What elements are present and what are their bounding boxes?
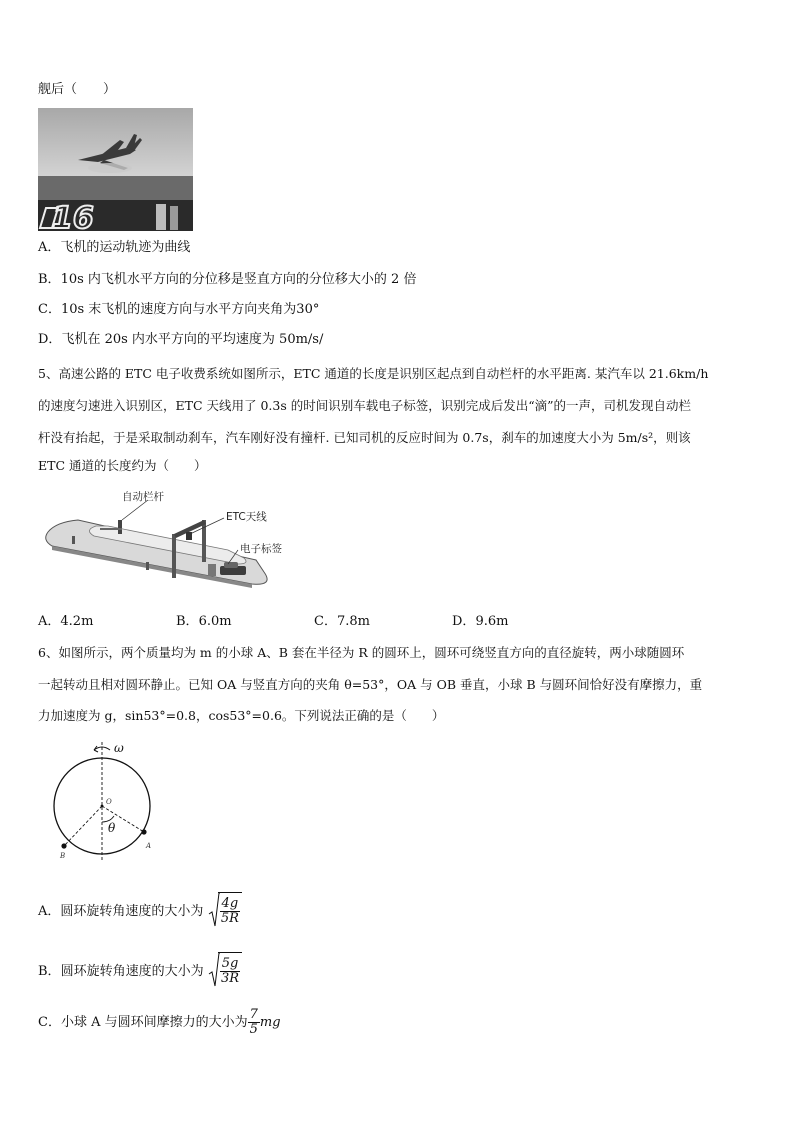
omega-label: ω <box>114 741 124 755</box>
sqrt-expression-a: $\frac{4g}{5R}$ <box>208 892 243 931</box>
fraction-c: $\frac{7}{5}$ <box>249 1007 258 1037</box>
q4-option-c[interactable]: C．10s 末飞机的速度方向与水平方向夹角为30° <box>38 302 320 317</box>
ring-diagram <box>48 738 168 862</box>
ball-a-label: A <box>146 842 152 850</box>
q5-option-c[interactable]: C．7.8m <box>314 614 370 629</box>
q6-option-c[interactable]: C．小球 A 与圆环间摩擦力的大小为 $\frac{7}{5}$ mg <box>38 1007 281 1037</box>
question-continuation: 舰后（ ） <box>38 82 117 97</box>
q6-stem-line-3: 力加速度为 g，sin53°=0.8，cos53°=0.6。下列说法正确的是（ ） <box>38 708 445 723</box>
q5-stem-line-4: ETC 通道的长度约为（ ） <box>38 458 207 473</box>
center-label: O <box>106 798 112 806</box>
label-barrier: 自动栏杆 <box>122 491 164 503</box>
q5-stem-line-1: 5、高速公路的 ETC 电子收费系统如图所示，ETC 通道的长度是识别区起点到自动栏杆的水平距离. 某汽车以 21.6km/h <box>38 366 709 381</box>
theta-label: θ <box>108 821 116 835</box>
q6-option-a[interactable]: A．圆环旋转角速度的大小为 $\frac{4g}{5R}$ <box>38 892 242 930</box>
q5-option-d[interactable]: D．9.6m <box>452 614 509 629</box>
q4-option-d[interactable]: D．飞机在 20s 内水平方向的平均速度为 50m/s/ <box>38 332 324 347</box>
q5-option-b[interactable]: B．6.0m <box>176 614 232 629</box>
q5-stem-line-3: 杆没有抬起，于是采取制动刹车，汽车刚好没有撞杆. 已知司机的反应时间为 0.7s，刹车的加速度大小为 5m/s²，则该 <box>38 430 691 445</box>
sqrt-expression-b: $\frac{5g}{3R}$ <box>208 952 243 991</box>
q6-stem-line-2: 一起转动且相对圆环静止。已知 OA 与竖直方向的夹角 θ=53°，OA 与 OB 垂直，小球 B 与圆环间恰好没有摩擦力，重 <box>38 677 703 692</box>
deck-number: 16 <box>52 201 94 231</box>
q4-option-a[interactable]: A．飞机的运动轨迹为曲线 <box>38 240 191 255</box>
label-antenna: ETC天线 <box>226 511 267 523</box>
q4-option-b[interactable]: B．10s 内飞机水平方向的分位移是竖直方向的分位移大小的 2 倍 <box>38 272 417 287</box>
q6-stem-line-1: 6、如图所示，两个质量均为 m 的小球 A、B 套在半径为 R 的圆环上，圆环可绕竖直方向的直径旋转，两小球随圆环 <box>38 645 685 660</box>
ball-b-label: B <box>60 852 66 860</box>
etc-diagram <box>38 490 290 592</box>
q5-stem-line-2: 的速度匀速进入识别区，ETC 天线用了 0.3s 的时间识别车载电子标签，识别完成后发出“滴”的一声，司机发现自动栏 <box>38 398 692 413</box>
aircraft-photo <box>38 108 193 231</box>
q6-option-b[interactable]: B．圆环旋转角速度的大小为 $\frac{5g}{3R}$ <box>38 952 242 990</box>
label-tag: 电子标签 <box>240 543 282 555</box>
q5-option-a[interactable]: A．4.2m <box>38 614 94 629</box>
